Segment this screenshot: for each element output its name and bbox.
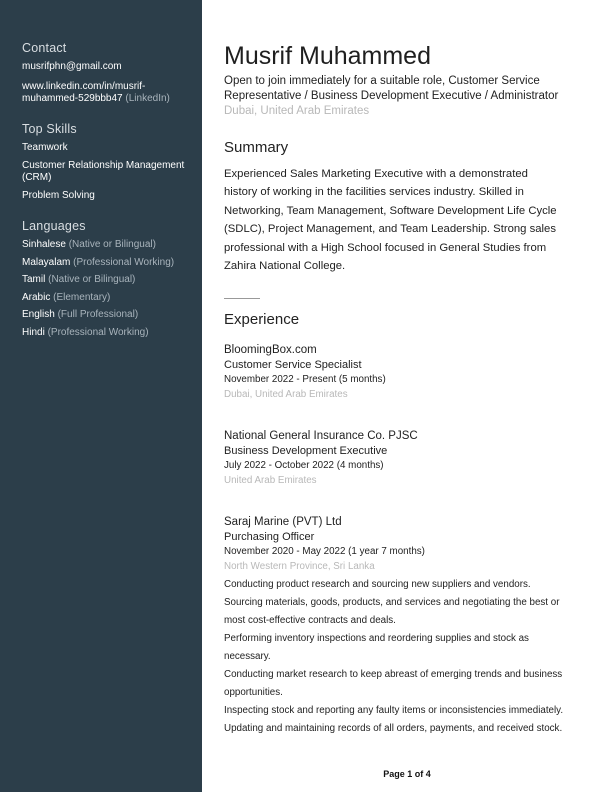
section-divider <box>224 298 260 299</box>
job-entry <box>224 514 590 738</box>
summary-line: (SDLC), Project Management, and Team Leadership. Strong sales <box>224 223 556 236</box>
language-level: (Native or Bilingual) <box>68 239 156 250</box>
language-level: (Full Professional) <box>57 309 139 320</box>
skill-item: Customer Relationship Management <box>22 160 185 171</box>
job-company: Saraj Marine (PVT) Ltd <box>224 516 342 529</box>
job-bullet-line: Updating and maintaining records of all orders, payments, and received stock. <box>224 723 563 735</box>
job-company: National General Insurance Co. PJSC <box>224 430 418 443</box>
job-bullet-line: necessary. <box>224 651 271 663</box>
job-title: Customer Service Specialist <box>224 359 362 372</box>
page-number: Page 1 of 4 <box>383 769 431 779</box>
job-dates: November 2020 - May 2022 (1 year 7 months) <box>224 546 425 558</box>
summary-line: history of working in the facilities services industry. Skilled in <box>224 186 524 199</box>
linkedin-label: (LinkedIn) <box>125 93 170 104</box>
language-name: Tamil <box>22 274 46 285</box>
language-item <box>22 327 198 339</box>
profile-headline-line1: Open to join immediately for a suitable role, Customer Service <box>224 75 540 87</box>
languages-heading: Languages <box>22 219 86 233</box>
language-name: Malayalam <box>22 256 71 268</box>
linkedin-link[interactable] <box>22 81 198 105</box>
skills-section <box>22 122 198 202</box>
job-bullet-line: Inspecting stock and reporting any faulty items or inconsistencies immediately. <box>224 705 564 717</box>
job-bullet-line: most cost-effective contracts and deals. <box>224 615 396 627</box>
job-dates: November 2022 - Present (5 months) <box>224 374 386 386</box>
job-entry <box>224 428 590 489</box>
job-title: Purchasing Officer <box>224 531 315 544</box>
job-location: United Arab Emirates <box>224 475 317 487</box>
language-name: English <box>22 309 55 320</box>
sidebar-content <box>22 41 198 339</box>
profile-location: Dubai, United Arab Emirates <box>224 105 370 117</box>
language-name: Arabic <box>22 291 51 303</box>
job-bullet-line: Performing inventory inspections and reordering supplies and stock as <box>224 633 529 645</box>
contact-section <box>22 41 198 105</box>
profile-name: Musrif Muhammed <box>224 42 431 70</box>
job-company: BloomingBox.com <box>224 344 317 357</box>
experience-heading: Experience <box>224 311 300 329</box>
skill-item: Problem Solving <box>22 190 95 201</box>
main-content <box>224 40 590 738</box>
job-bullet-line: Conducting market research to keep abreast of emerging trends and business <box>224 669 563 681</box>
language-name: Hindi <box>22 326 45 338</box>
skill-item: Teamwork <box>22 142 68 153</box>
job-bullet-line: Conducting product research and sourcing new suppliers and vendors. <box>224 579 531 591</box>
summary-line: professional with a High School focused in General Studies from <box>224 241 547 254</box>
contact-heading: Contact <box>22 41 67 55</box>
job-title: Business Development Executive <box>224 445 388 458</box>
job-bullets <box>224 576 590 738</box>
language-level: (Professional Working) <box>47 326 149 338</box>
job-bullet-line: opportunities. <box>224 687 283 699</box>
summary-line: Zahira National College. <box>224 260 346 273</box>
sidebar <box>0 0 202 792</box>
email-link[interactable]: musrifphn@gmail.com <box>22 61 122 72</box>
job-entry <box>224 342 590 403</box>
language-level: (Native or Bilingual) <box>48 274 136 285</box>
summary-text <box>224 165 590 275</box>
language-name: Sinhalese <box>22 239 66 250</box>
language-item <box>22 239 198 251</box>
language-level: (Elementary) <box>53 291 111 303</box>
languages-section <box>22 219 198 339</box>
language-item <box>22 309 198 321</box>
skills-heading: Top Skills <box>22 122 77 136</box>
linkedin-url-part2: muhammed-529bbb47 <box>22 93 123 104</box>
skill-item: (CRM) <box>22 172 52 183</box>
linkedin-url-line1: www.linkedin.com/in/musrif- <box>22 81 146 92</box>
job-dates: July 2022 - October 2022 (4 months) <box>224 460 384 472</box>
language-item <box>22 257 198 269</box>
summary-heading: Summary <box>224 139 289 156</box>
summary-line: Experienced Sales Marketing Executive with a demonstrated <box>224 168 528 180</box>
language-level: (Professional Working) <box>73 256 175 268</box>
profile-headline-line2: Representative / Business Development Executive / Administrator <box>224 90 559 102</box>
job-location: North Western Province, Sri Lanka <box>224 561 375 573</box>
linkedin-url-line2 <box>22 93 198 105</box>
job-bullet-line: Sourcing materials, goods, products, and services and negotiating the best or <box>224 597 560 609</box>
summary-line: Networking, Team Management, Software Development Life Cycle <box>224 204 557 217</box>
language-item <box>22 274 198 286</box>
job-location: Dubai, United Arab Emirates <box>224 389 348 401</box>
language-item <box>22 292 198 304</box>
